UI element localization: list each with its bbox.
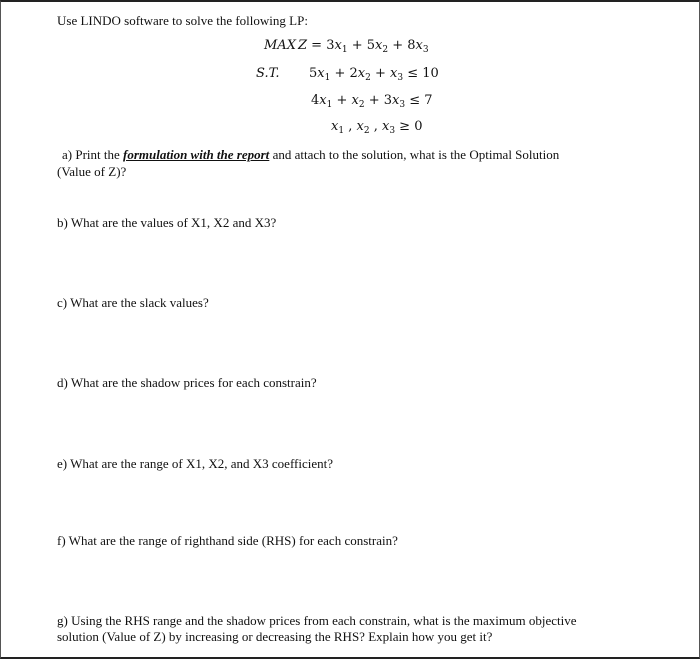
constraint-1: $5x_1 + 2x_2 + x_3 \le 10$	[309, 66, 439, 83]
question-a-prefix: a) Print the	[62, 147, 124, 162]
question-g-line1: g) Using the RHS range and the shadow prices from each constrain, what is the maximum objective	[57, 613, 577, 628]
intro-text: Use LINDO software to solve the following LP:	[57, 13, 308, 28]
nonnegativity-constraint: $x_1$ , $x_2$ , $x_3 \ge 0$	[331, 119, 423, 136]
question-g-line2: solution (Value of Z) by increasing or decreasing the RHS? Explain how you get it?	[57, 629, 493, 644]
question-a-line1	[62, 146, 559, 163]
constraint-2: $4x_1 + x_2 + 3x_3 \le 7$	[311, 93, 433, 110]
question-d: d) What are the shadow prices for each constrain?	[57, 375, 317, 390]
question-e: e) What are the range of X1, X2, and X3 coefficient?	[57, 456, 334, 471]
objective-function: $Z = 3x_1 + 5x_2 + 8x_3$	[298, 38, 429, 55]
question-b: b) What are the values of X1, X2 and X3?	[57, 215, 277, 230]
question-a-emphasis: formulation with the report	[123, 147, 270, 162]
question-c: c) What are the slack values?	[57, 295, 209, 310]
question-a-suffix: and attach to the solution, what is the Optimal Solution	[269, 147, 560, 162]
st-label: S.T.	[256, 66, 280, 81]
objective-prefix: MAX	[264, 38, 296, 53]
question-f: f) What are the range of righthand side (RHS) for each constrain?	[57, 533, 398, 548]
question-a-line2: (Value of Z)?	[57, 164, 127, 179]
